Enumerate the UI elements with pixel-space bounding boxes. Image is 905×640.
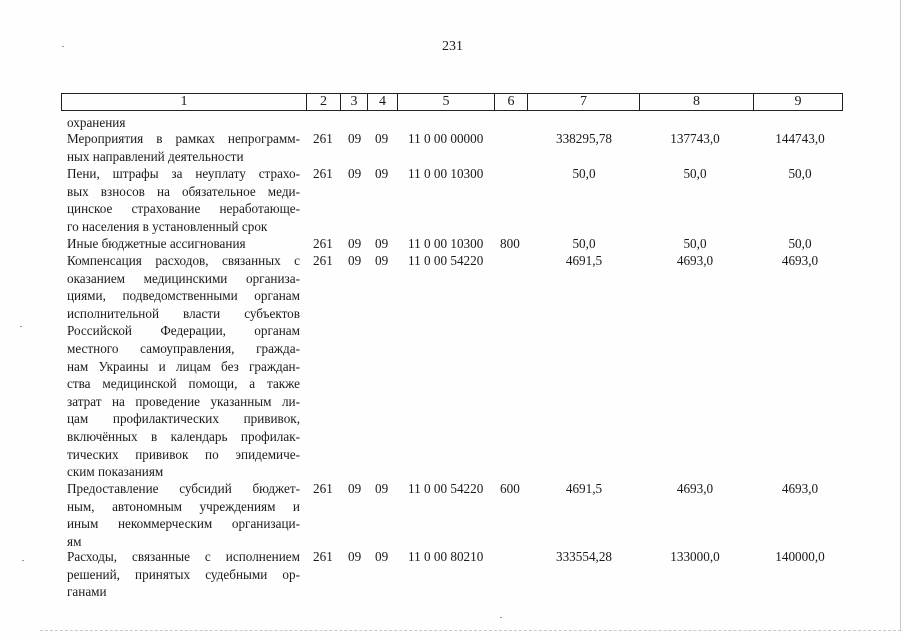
row-description-line: ганами: [67, 584, 107, 600]
header-cell: 7: [528, 94, 640, 110]
row-description-line: ским показаниям: [67, 464, 164, 480]
cell-csr: 11 0 00 10300: [408, 236, 484, 251]
cell-2025: 333554,28: [555, 549, 613, 564]
scan-border-bottom: [40, 630, 901, 631]
cell-2027: 144743,0: [775, 131, 825, 146]
scan-border-right: [900, 0, 901, 630]
header-cell: 3: [341, 94, 368, 110]
cell-2026: 50,0: [683, 166, 707, 181]
scan-speck: [62, 46, 64, 47]
cell-gr: 261: [313, 131, 333, 146]
cell-2027: 50,0: [788, 166, 812, 181]
row-description-line: нам Украины и лицам без граждан-: [67, 358, 300, 374]
cell-2025: 50,0: [572, 236, 596, 251]
row-description-line: местного самоуправления, гражда-: [67, 341, 300, 356]
cell-rz: 09: [348, 253, 362, 268]
row-description-line: Мероприятия в рамках непрограмм-: [67, 131, 300, 146]
cell-2025: 50,0: [572, 166, 596, 181]
cell-rz: 09: [348, 131, 362, 146]
cell-rz: 09: [348, 236, 362, 251]
header-cell: 8: [640, 94, 754, 110]
row-description-line: циями, подведомственными органам: [67, 288, 300, 304]
cell-pr: 09: [375, 549, 389, 564]
row-description-line: Российской Федерации, органам: [67, 323, 300, 339]
row-description-line: затрат на проведение указанным ли-: [67, 393, 300, 409]
cell-rz: 09: [348, 481, 362, 496]
cell-csr: 11 0 00 80210: [408, 549, 484, 564]
page-number: 231: [442, 39, 463, 54]
table-header: [61, 93, 843, 111]
cell-rz: 09: [348, 549, 362, 564]
row-description-line: цинское страхование неработающе-: [67, 201, 300, 217]
row-description-line: тических прививок по эпидемиче-: [67, 446, 300, 462]
header-cell: 1: [62, 94, 307, 110]
row-description-line: исполнительной власти субъектов: [67, 305, 300, 321]
cell-2027: 4693,0: [781, 481, 819, 496]
cell-2026: 50,0: [683, 236, 707, 251]
row-description-line: ям: [67, 533, 82, 549]
row-description-line: решений, принятых судебными ор-: [67, 566, 300, 582]
cell-2026: 4693,0: [676, 253, 714, 268]
row-description-line: Пени, штрафы за неуплату страхо-: [67, 166, 300, 181]
cell-2025: 338295,78: [555, 131, 613, 146]
scan-speck: [20, 326, 22, 327]
cell-2026: 133000,0: [670, 549, 720, 564]
row-description-line: вых взносов на обязательное меди-: [67, 183, 300, 199]
cell-gr: 261: [313, 236, 333, 251]
row-description-line: иным некоммерческим организаци-: [67, 516, 300, 532]
row-description-line: Иные бюджетные ассигнования: [67, 236, 246, 251]
row-description-line: ным, автономным учреждениям и: [67, 498, 300, 514]
cell-csr: 11 0 00 00000: [408, 131, 484, 146]
cell-gr: 261: [313, 549, 333, 564]
cell-gr: 261: [313, 166, 333, 181]
header-cell: 4: [368, 94, 398, 110]
cell-vr: 800: [500, 236, 520, 251]
cell-2027: 4693,0: [781, 253, 819, 268]
row-description-line: ства медицинской помощи, а также: [67, 376, 300, 392]
row-description-line: охранения: [67, 115, 126, 130]
row-description-line: оказанием медицинскими организа-: [67, 270, 300, 286]
cell-2025: 4691,5: [565, 253, 603, 268]
cell-csr: 11 0 00 54220: [408, 253, 484, 268]
cell-pr: 09: [375, 481, 389, 496]
cell-csr: 11 0 00 10300: [408, 166, 484, 181]
cell-pr: 09: [375, 253, 389, 268]
cell-2027: 50,0: [788, 236, 812, 251]
scan-speck: [500, 617, 502, 618]
header-cell: 6: [495, 94, 528, 110]
row-description-line: го населения в установленный срок: [67, 218, 268, 234]
cell-pr: 09: [375, 131, 389, 146]
cell-pr: 09: [375, 166, 389, 181]
scan-speck: [22, 560, 24, 561]
cell-2027: 140000,0: [775, 549, 825, 564]
row-description-line: Предоставление субсидий бюджет-: [67, 481, 300, 496]
cell-2025: 4691,5: [565, 481, 603, 496]
row-description-line: ных направлений деятельности: [67, 148, 244, 164]
row-description-line: цам профилактических прививок,: [67, 411, 300, 427]
header-cell: 2: [307, 94, 341, 110]
cell-csr: 11 0 00 54220: [408, 481, 484, 496]
row-description-line: Расходы, связанные с исполнением: [67, 549, 300, 564]
cell-gr: 261: [313, 481, 333, 496]
header-cell: 9: [794, 94, 802, 109]
cell-2026: 4693,0: [676, 481, 714, 496]
row-description-line: Компенсация расходов, связанных с: [67, 253, 300, 268]
cell-rz: 09: [348, 166, 362, 181]
cell-vr: 600: [500, 481, 520, 496]
cell-gr: 261: [313, 253, 333, 268]
row-description-line: включённых в календарь профилак-: [67, 429, 300, 444]
cell-pr: 09: [375, 236, 389, 251]
header-cell: 5: [398, 94, 495, 110]
cell-2026: 137743,0: [670, 131, 720, 146]
